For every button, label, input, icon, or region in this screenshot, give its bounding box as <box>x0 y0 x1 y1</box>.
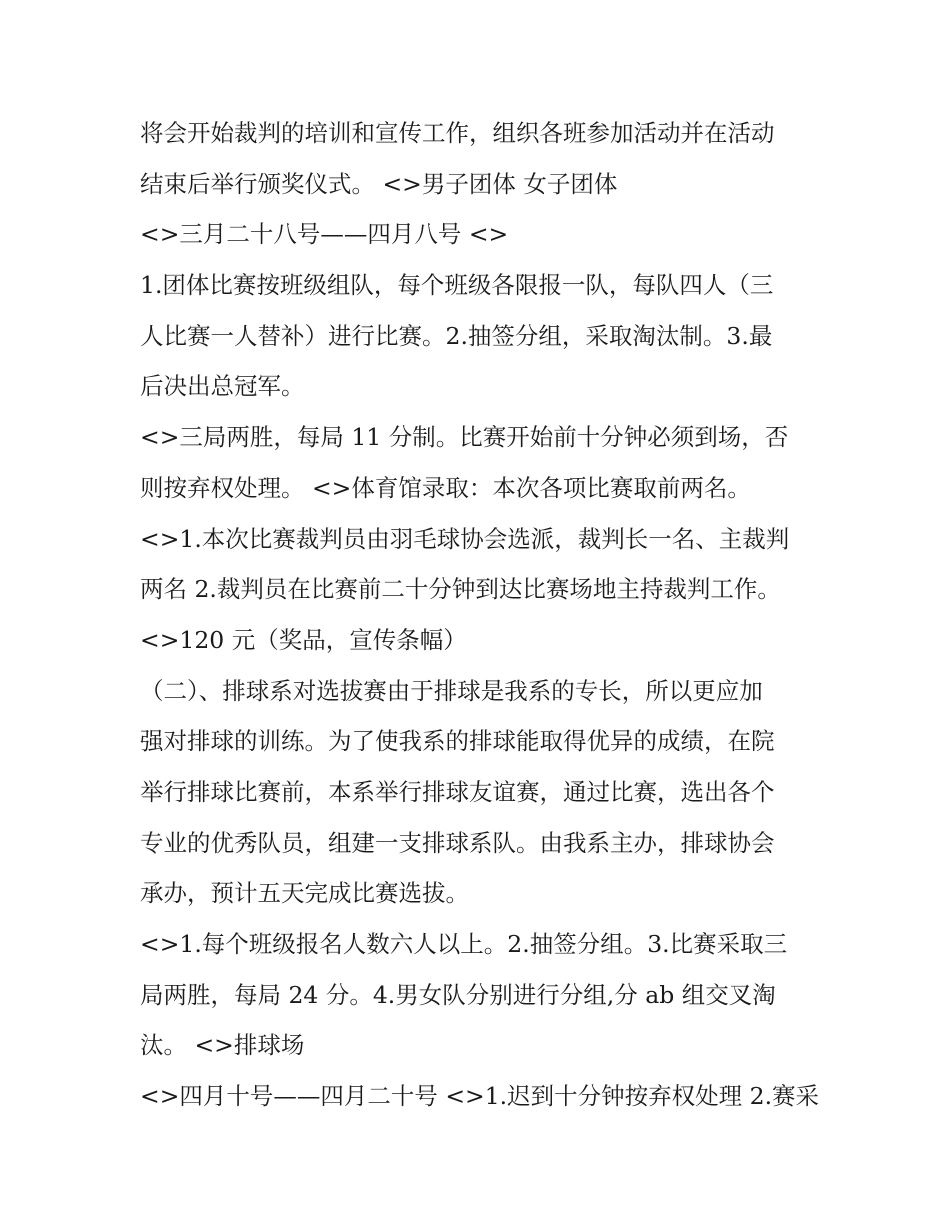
document-body <box>140 108 820 1122</box>
text-line: 强对排球的训练。为了使我系的排球能取得优异的成绩，在院 <box>140 727 775 756</box>
text-line: <>三局两胜，每局 11 分制。比赛开始前十分钟必须到场，否 <box>140 423 789 452</box>
text-line: （二）、排球系对选拔赛由于排球是我系的专长，所以更应加 <box>140 676 763 705</box>
text-line: 1.团体比赛按班级组队，每个班级各限报一队，每队四人（三 <box>140 271 774 300</box>
text-line: <>120 元（奖品，宣传条幅） <box>140 625 467 654</box>
text-line: <>1.本次比赛裁判员由羽毛球协会选派，裁判长一名、主裁判 <box>140 524 790 553</box>
text-line: <>1.每个班级报名人数六人以上。2.抽签分组。3.比赛采取三 <box>140 930 788 958</box>
text-line: 则按弃权处理。 <>体育馆录取：本次各项比赛取前两名。 <box>140 473 751 502</box>
text-line: <>三月二十八号——四月八号 <> <box>140 220 509 249</box>
text-line: 专业的优秀队员，组建一支排球系队。由我系主办，排球协会 <box>140 828 775 857</box>
text-line: 人比赛一人替补）进行比赛。2.抽签分组，采取淘汰制。3.最 <box>140 321 773 350</box>
text-line: 结束后举行颁奖仪式。 <>男子团体 女子团体 <box>140 169 618 198</box>
text-line: 两名 2.裁判员在比赛前二十分钟到达比赛场地主持裁判工作。 <box>140 575 781 604</box>
text-line: 局两胜，每局 24 分。4.男女队分别进行分组,分 ab 组交叉淘 <box>140 980 776 1009</box>
text-line: 后决出总冠军。 <box>140 372 305 401</box>
text-line: 举行排球比赛前，本系举行排球友谊赛，通过比赛，选出各个 <box>140 777 775 806</box>
text-line: 将会开始裁判的培训和宣传工作，组织各班参加活动并在活动 <box>140 119 775 147</box>
text-line: 汰。 <>排球场 <box>140 1031 305 1060</box>
text-line: <>四月十号——四月二十号 <>1.迟到十分钟按弃权处理 2.赛采 <box>140 1082 820 1111</box>
text-line: 承办，预计五天完成比赛选拔。 <box>140 879 469 908</box>
